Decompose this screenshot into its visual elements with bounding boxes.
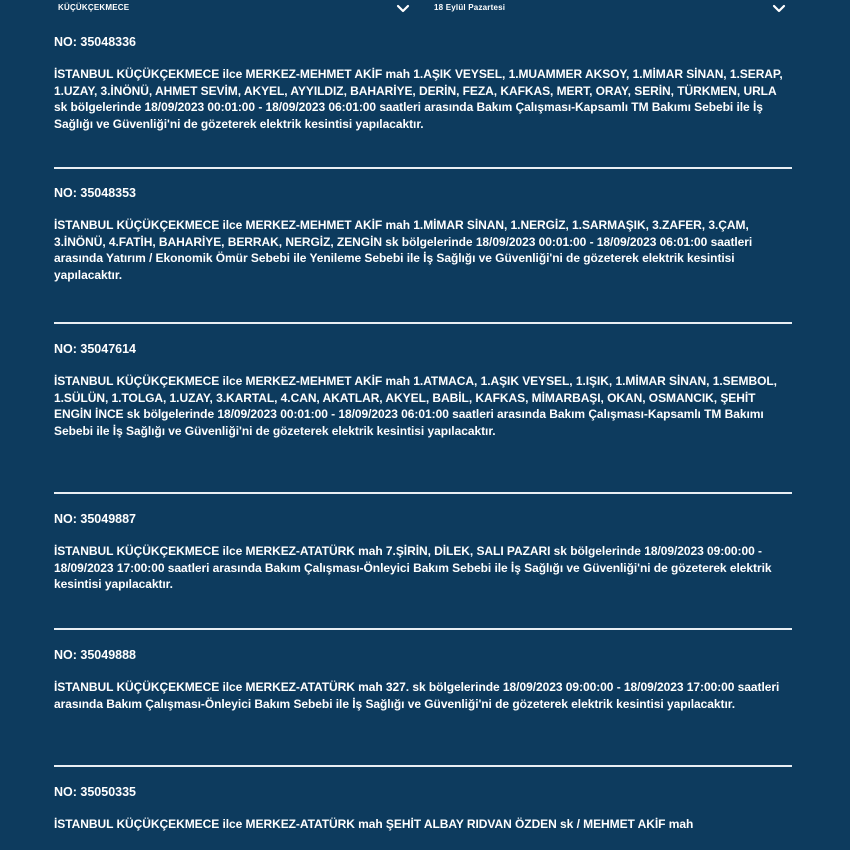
notice-description: İSTANBUL KÜÇÜKÇEKMECE ilce MERKEZ-MEHMET AKİF mah 1.ATMACA, 1.AŞIK VEYSEL, 1.IŞIK, 1.MİMAR SİNAN, 1.SEMBOL, 1.SÜLÜN, 1.TOLGA, 1.UZAY, 3.KARTAL, 4.CAN, AKATLAR, AKYEL, BABİL, KAFKAS, MİMARBAŞI, OKAN, OSMANCIK, ŞEHİT ENGİN İNCE sk bölgelerinde 18/09/2023 00:01:00 - 18/09/2023 06:01:00 saatleri arasında Bakım Çalışması-Kapsamlı TM Bakımı Sebebi ile İş Sağlığı ve Güvenliği'ni de gözeterek elektrik kesintisi yapılacaktır.: [54, 374, 777, 438]
chevron-down-icon: [772, 1, 786, 15]
district-select-value: KÜÇÜKÇEKMECE: [58, 3, 130, 12]
date-select[interactable]: [430, 0, 786, 18]
chevron-down-icon: [396, 1, 410, 15]
notice-description: İSTANBUL KÜÇÜKÇEKMECE ilce MERKEZ-ATATÜRK mah 327. sk bölgelerinde 18/09/2023 09:00:00 - 18/09/2023 17:00:00 saatleri arasında Bakım Çalışması-Önleyici Bakım Sebebi ile İş Sağlığı ve Güvenliği'ni de gözeterek elektrik kesintisi yapılacaktır.: [54, 680, 780, 711]
notice-description: İSTANBUL KÜÇÜKÇEKMECE ilce MERKEZ-MEHMET AKİF mah 1.AŞIK VEYSEL, 1.MUAMMER AKSOY, 1.MİMAR SİNAN, 1.SERAP, 1.UZAY, 3.İNÖNÜ, AHMET SEVİM, AKYEL, AYYILDIZ, BAHARİYE, DERİN, FEZA, KAFKAS, MERT, ORAY, SERİN, TÜRKMEN, URLA sk bölgelerinde 18/09/2023 00:01:00 - 18/09/2023 06:01:00 saatleri arasında Bakım Çalışması-Kapsamlı TM Bakımı Sebebi ile İş Sağlığı ve Güvenliği'ni de gözeterek elektrik kesintisi yapılacaktır.: [54, 67, 783, 131]
outage-notice: [54, 169, 792, 322]
notice-number: NO: 35048336: [54, 35, 137, 49]
notice-description: İSTANBUL KÜÇÜKÇEKMECE ilce MERKEZ-MEHMET AKİF mah 1.MİMAR SİNAN, 1.NERGİZ, 1.SARMAŞIK, 3.ZAFER, 3.ÇAM, 3.İNÖNÜ, 4.FATİH, BAHARİYE, BERRAK, NERGİZ, ZENGİN sk bölgelerinde 18/09/2023 00:01:00 - 18/09/2023 06:01:00 saatleri arasında Yatırım / Ekonomik Ömür Sebebi ile Yenileme Sebebi ile İş Sağlığı ve Güvenliği'ni de gözeterek elektrik kesintisi yapılacaktır.: [54, 218, 753, 282]
notice-number: NO: 35047614: [54, 342, 137, 356]
notice-number: NO: 35049888: [54, 648, 137, 662]
outage-notice: [54, 767, 792, 833]
outage-notice: [54, 34, 792, 167]
district-select[interactable]: [54, 0, 410, 18]
outage-notice: [54, 494, 792, 628]
filter-bar: [0, 0, 850, 22]
outage-notice: [54, 630, 792, 765]
notice-number: NO: 35048353: [54, 186, 137, 200]
notice-number: NO: 35049887: [54, 512, 137, 526]
outage-notice-list: [54, 34, 792, 833]
outage-notice: [54, 324, 792, 492]
notice-description: İSTANBUL KÜÇÜKÇEKMECE ilce MERKEZ-ATATÜRK mah ŞEHİT ALBAY RIDVAN ÖZDEN sk / MEHMET AKİF mah: [54, 817, 694, 831]
notice-description: İSTANBUL KÜÇÜKÇEKMECE ilce MERKEZ-ATATÜRK mah 7.ŞİRİN, DİLEK, SALI PAZARI sk bölgelerinde 18/09/2023 09:00:00 - 18/09/2023 17:00:00 saatleri arasında Bakım Çalışması-Önleyici Bakım Sebebi ile İş Sağlığı ve Güvenliği'ni de gözeterek elektrik kesintisi yapılacaktır.: [54, 544, 772, 591]
date-select-value: 18 Eylül Pazartesi: [434, 3, 506, 12]
notice-number: NO: 35050335: [54, 785, 137, 799]
